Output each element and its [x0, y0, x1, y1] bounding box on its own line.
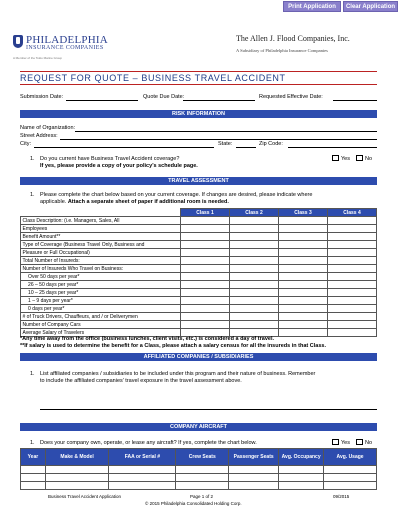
travel-class-cell[interactable]: [181, 321, 230, 329]
travel-row-label: 10 – 25 days per year*: [21, 289, 181, 297]
travel-question-number: 1.: [30, 192, 35, 198]
travel-class-cell[interactable]: [279, 321, 328, 329]
crew-seats-header: Crew Seats: [176, 449, 229, 466]
salary-census-note: **If salary is used to determine the benefit for a Class, please attach a salary census for all the insureds in that Class.: [20, 343, 326, 349]
travel-class-cell[interactable]: [181, 265, 230, 273]
city-field[interactable]: [34, 147, 214, 148]
travel-row-label: 1 – 9 days per year*: [21, 297, 181, 305]
travel-class-cell[interactable]: [279, 313, 328, 321]
travel-class-cell[interactable]: [328, 257, 377, 265]
coverage-no-label: No: [365, 156, 373, 162]
aircraft-cell[interactable]: [176, 474, 229, 482]
coverage-no-checkbox[interactable]: [356, 155, 363, 161]
travel-row-label: Employees: [21, 225, 181, 233]
aircraft-question-number: 1.: [30, 440, 35, 446]
flood-company-subtitle: A Subsidiary of Philadelphia Insurance Companies: [236, 48, 328, 53]
street-address-field[interactable]: [60, 139, 377, 140]
travel-class-cell[interactable]: [181, 313, 230, 321]
travel-class-cell[interactable]: [279, 249, 328, 257]
travel-class-cell[interactable]: [279, 281, 328, 289]
travel-table-row: [21, 289, 377, 297]
aircraft-cell[interactable]: [176, 466, 229, 474]
zip-code-field[interactable]: [288, 147, 377, 148]
coverage-yes-label: Yes: [341, 156, 350, 162]
travel-class-cell[interactable]: [279, 241, 328, 249]
form-title: REQUEST FOR QUOTE – BUSINESS TRAVEL ACCIDENT: [20, 71, 377, 85]
avg-usage-header: Avg. Usage: [324, 449, 377, 466]
travel-table-row: [21, 257, 377, 265]
passenger-seats-header: Passenger Seats: [229, 449, 279, 466]
travel-row-label: Average Salary of Travelers: [21, 329, 181, 337]
aircraft-cell[interactable]: [45, 482, 109, 490]
class-4-header: Class 4: [328, 209, 377, 217]
travel-class-cell[interactable]: [279, 257, 328, 265]
aircraft-cell[interactable]: [279, 466, 324, 474]
travel-class-cell[interactable]: [328, 329, 377, 337]
class-3-header: Class 3: [279, 209, 328, 217]
aircraft-row: [21, 474, 377, 482]
travel-row-label: Pleasure or Full Occupational): [21, 249, 181, 257]
travel-class-cell[interactable]: [279, 329, 328, 337]
travel-class-cell[interactable]: [230, 257, 279, 265]
aircraft-cell[interactable]: [21, 466, 46, 474]
aircraft-row: [21, 466, 377, 474]
travel-row-label: Type of Coverage (Business Travel Only, Business and: [21, 241, 181, 249]
travel-table-row: [21, 313, 377, 321]
aircraft-cell[interactable]: [109, 482, 176, 490]
travel-class-cell[interactable]: [328, 313, 377, 321]
question-number: 1.: [30, 156, 35, 162]
aircraft-table: [20, 448, 377, 490]
aircraft-yes-label: Yes: [341, 440, 350, 446]
travel-instructions: Please complete the chart below based on your current coverage. If changes are desired, please indicate where: [40, 192, 313, 198]
travel-table-row: [21, 281, 377, 289]
travel-class-cell[interactable]: [230, 241, 279, 249]
travel-class-cell[interactable]: [181, 297, 230, 305]
affiliated-question-number: 1.: [30, 371, 35, 377]
clear-application-button[interactable]: Clear Application: [343, 1, 398, 12]
travel-class-cell[interactable]: [181, 233, 230, 241]
aircraft-cell[interactable]: [229, 474, 279, 482]
travel-day-note: *Any time away from the office (business lunches, client visits, etc.) is considered a day of travel.: [20, 336, 274, 342]
aircraft-question: Does your company own, operate, or lease any aircraft? If yes, complete the chart below.: [40, 440, 257, 446]
travel-table-row: [21, 233, 377, 241]
travel-class-cell[interactable]: [279, 297, 328, 305]
aircraft-no-label: No: [365, 440, 373, 446]
quote-due-date-field[interactable]: [183, 100, 255, 101]
aircraft-no-checkbox[interactable]: [356, 439, 363, 445]
aircraft-cell[interactable]: [109, 466, 176, 474]
travel-class-cell[interactable]: [328, 241, 377, 249]
aircraft-cell[interactable]: [109, 474, 176, 482]
affiliated-companies-field[interactable]: [40, 409, 377, 410]
coverage-yes-checkbox[interactable]: [332, 155, 339, 161]
organization-name-field[interactable]: [75, 131, 377, 132]
faa-serial-header: FAA or Serial #: [109, 449, 176, 466]
travel-class-cell[interactable]: [230, 305, 279, 313]
aircraft-cell[interactable]: [324, 474, 377, 482]
aircraft-cell[interactable]: [279, 474, 324, 482]
travel-class-cell[interactable]: [328, 321, 377, 329]
aircraft-cell[interactable]: [45, 466, 109, 474]
aircraft-cell[interactable]: [176, 482, 229, 490]
travel-class-cell[interactable]: [328, 297, 377, 305]
company-logo-subtitle: INSURANCE COMPANIES: [26, 45, 104, 51]
travel-class-cell[interactable]: [230, 225, 279, 233]
class-1-header: Class 1: [181, 209, 230, 217]
aircraft-cell[interactable]: [324, 482, 377, 490]
aircraft-cell[interactable]: [45, 474, 109, 482]
travel-class-cell[interactable]: [181, 257, 230, 265]
travel-class-cell[interactable]: [181, 281, 230, 289]
travel-class-cell[interactable]: [328, 225, 377, 233]
travel-row-label: Number of Insureds Who Travel on Business:: [21, 265, 181, 273]
aircraft-cell[interactable]: [21, 474, 46, 482]
travel-row-label: 0 days per year*: [21, 305, 181, 313]
travel-class-cell[interactable]: [328, 289, 377, 297]
travel-table-row: [21, 297, 377, 305]
travel-class-cell[interactable]: [230, 249, 279, 257]
aircraft-row: [21, 482, 377, 490]
travel-table-header-row: [21, 209, 377, 217]
travel-table-corner: [21, 209, 181, 217]
travel-class-cell[interactable]: [230, 297, 279, 305]
year-header: Year: [21, 449, 46, 466]
state-label: State:: [218, 141, 233, 147]
travel-class-cell[interactable]: [230, 289, 279, 297]
travel-class-cell[interactable]: [230, 281, 279, 289]
travel-row-label: Over 50 days per year*: [21, 273, 181, 281]
travel-table-row: [21, 321, 377, 329]
travel-instructions-bold: Attach a separate sheet of paper if additional room is needed.: [67, 199, 229, 205]
footer-copyright: © 2015 Philadelphia Consolidated Holding Corp.: [145, 501, 242, 506]
company-logo-tagline: A Member of the Tokio Marine Group: [13, 56, 62, 60]
travel-class-cell[interactable]: [230, 321, 279, 329]
travel-row-label: Total Number of Insureds:: [21, 257, 181, 265]
affiliated-instructions-continued: to include the affiliated companies’ travel exposure in the travel assessment above.: [40, 378, 242, 384]
travel-table-row: [21, 241, 377, 249]
travel-row-label: Class Description: (i.e. Managers, Sales, All: [21, 217, 181, 225]
travel-class-cell[interactable]: [181, 225, 230, 233]
zip-code-label: Zip Code:: [259, 141, 283, 147]
travel-class-cell[interactable]: [328, 233, 377, 241]
make-model-header: Make & Model: [45, 449, 109, 466]
travel-class-cell[interactable]: [181, 241, 230, 249]
aircraft-cell[interactable]: [229, 466, 279, 474]
travel-class-cell[interactable]: [230, 313, 279, 321]
quote-due-date-label: Quote Due Date:: [143, 94, 185, 100]
travel-row-label: Number of Company Cars: [21, 321, 181, 329]
current-coverage-question: Do you current have Business Travel Accident coverage?: [40, 156, 180, 162]
travel-class-cell[interactable]: [328, 265, 377, 273]
philadelphia-logo-icon: [13, 35, 23, 48]
avg-occupancy-header: Avg. Occupancy: [279, 449, 324, 466]
travel-row-label: Benefit Amount**: [21, 233, 181, 241]
travel-class-cell[interactable]: [181, 273, 230, 281]
travel-class-cell[interactable]: [279, 289, 328, 297]
organization-name-label: Name of Organization:: [20, 125, 76, 131]
submission-date-field[interactable]: [66, 100, 138, 101]
travel-class-cell[interactable]: [328, 273, 377, 281]
class-2-header: Class 2: [230, 209, 279, 217]
aircraft-cell[interactable]: [21, 482, 46, 490]
company-logo-name: PHILADELPHIA: [26, 34, 108, 46]
aircraft-table-header-row: [21, 449, 377, 466]
travel-class-cell[interactable]: [279, 305, 328, 313]
flood-company-name: The Allen J. Flood Companies, Inc.: [236, 34, 350, 43]
travel-class-cell[interactable]: [279, 273, 328, 281]
requested-effective-date-field[interactable]: [333, 100, 377, 101]
affiliated-companies-heading: AFFILIATED COMPANIES / SUBSIDIARIES: [20, 353, 377, 361]
print-application-button[interactable]: Print Application: [283, 1, 341, 12]
travel-class-cell[interactable]: [181, 249, 230, 257]
travel-class-cell[interactable]: [328, 249, 377, 257]
aircraft-yes-checkbox[interactable]: [332, 439, 339, 445]
aircraft-cell[interactable]: [229, 482, 279, 490]
travel-instructions-prefix: applicable.: [40, 199, 67, 205]
footer-form-name: Business Travel Accident Application: [48, 494, 122, 499]
travel-assessment-table: [20, 208, 377, 337]
travel-table-row: [21, 305, 377, 313]
risk-information-heading: RISK INFORMATION: [20, 110, 377, 118]
travel-class-cell[interactable]: [328, 217, 377, 225]
travel-class-cell[interactable]: [279, 265, 328, 273]
travel-table-row: [21, 217, 377, 225]
aircraft-cell[interactable]: [324, 466, 377, 474]
affiliated-instructions: List affiliated companies / subsidiaries to be included under this program and their nature of business. Remember: [40, 371, 316, 377]
street-address-label: Street Address:: [20, 133, 58, 139]
travel-class-cell[interactable]: [279, 233, 328, 241]
travel-class-cell[interactable]: [230, 265, 279, 273]
footer-revision-date: 09/2015: [333, 494, 350, 499]
travel-class-cell[interactable]: [181, 305, 230, 313]
travel-table-row: [21, 273, 377, 281]
city-label: City:: [20, 141, 31, 147]
travel-table-row: [21, 265, 377, 273]
travel-instructions-continued: [40, 199, 229, 205]
travel-class-cell[interactable]: [279, 217, 328, 225]
travel-class-cell[interactable]: [230, 233, 279, 241]
travel-assessment-heading: TRAVEL ASSESSMENT: [20, 177, 377, 185]
travel-class-cell[interactable]: [328, 281, 377, 289]
state-field[interactable]: [236, 147, 256, 148]
travel-row-label: # of Truck Drivers, Chauffeurs, and / or Deliverymen: [21, 313, 181, 321]
requested-effective-date-label: Requested Effective Date:: [259, 94, 323, 100]
travel-class-cell[interactable]: [230, 273, 279, 281]
travel-table-row: [21, 225, 377, 233]
footer-page-number: Page 1 of 2: [190, 494, 214, 499]
current-coverage-note: If yes, please provide a copy of your policy’s schedule page.: [40, 163, 198, 169]
travel-class-cell[interactable]: [181, 289, 230, 297]
travel-class-cell[interactable]: [328, 305, 377, 313]
travel-class-cell[interactable]: [279, 225, 328, 233]
travel-table-row: [21, 249, 377, 257]
travel-class-cell[interactable]: [181, 217, 230, 225]
travel-row-label: 26 – 50 days per year*: [21, 281, 181, 289]
company-aircraft-heading: COMPANY AIRCRAFT: [20, 423, 377, 431]
submission-date-label: Submission Date:: [20, 94, 64, 100]
aircraft-cell[interactable]: [279, 482, 324, 490]
travel-class-cell[interactable]: [230, 217, 279, 225]
